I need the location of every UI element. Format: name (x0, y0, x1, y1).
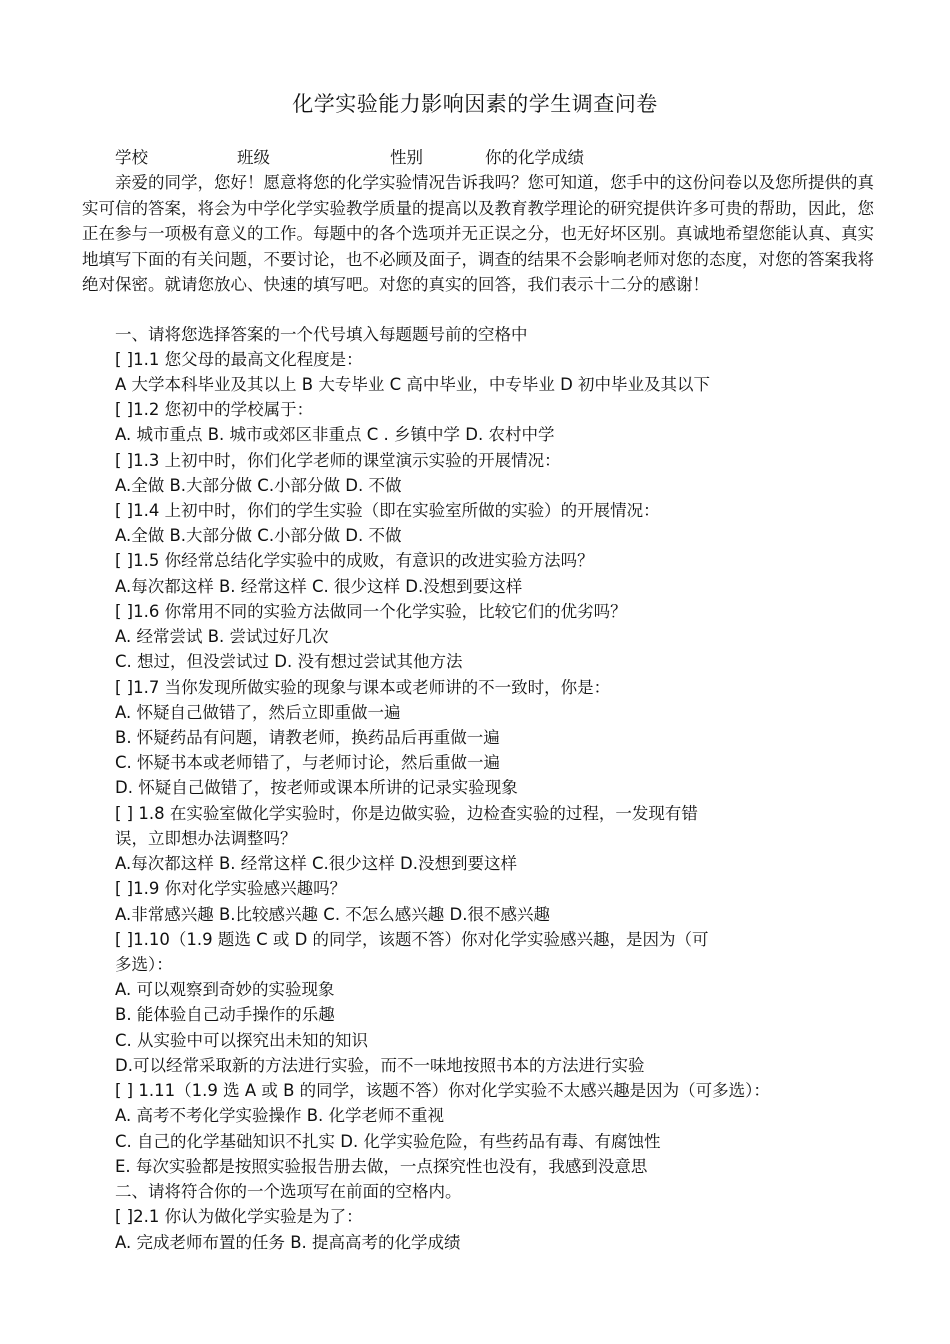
question-1-10-cont: 多选）： (115, 955, 173, 974)
question-1-8-cont: 误，立即想办法调整吗？ (115, 829, 297, 848)
option-1-7-a: A. 怀疑自己做错了，然后立即重做一遍 (115, 703, 401, 722)
section-2-heading: 二、请将符合你的一个选项写在前面的空格内。 (115, 1182, 462, 1201)
option-1-10-d: D.可以经常采取新的方法进行实验，而不一味地按照书本的方法进行实验 (115, 1056, 645, 1075)
options-2-1: A. 完成老师布置的任务 B. 提高高考的化学成绩 (115, 1233, 461, 1252)
option-1-10-b: B. 能体验自己动手操作的乐趣 (115, 1005, 335, 1024)
question-1-2: [ ]1.2 您初中的学校属于： (115, 400, 314, 419)
section-1-heading: 一、请将您选择答案的一个代号填入每题题号前的空格中 (115, 325, 528, 344)
chem-score-label: 你的化学成绩 (485, 148, 584, 167)
question-1-11: [ ] 1.11（1.9 选 A 或 B 的同学，该题不答）你对化学实验不太感兴趣是因为（可多选）： (115, 1081, 770, 1100)
option-1-7-b: B. 怀疑药品有问题，请教老师，换药品后再重做一遍 (115, 728, 500, 747)
question-1-8: [ ] 1.8 在实验室做化学实验时，你是边做实验，边检查实验的过程，一发现有错 (115, 804, 698, 823)
question-1-7: [ ]1.7 当你发现所做实验的现象与课本或老师讲的不一致时，你是： (115, 678, 611, 697)
question-1-6: [ ]1.6 你常用不同的实验方法做同一个化学实验，比较它们的优劣吗？ (115, 602, 627, 621)
option-1-10-a: A. 可以观察到奇妙的实验现象 (115, 980, 335, 999)
document-title: 化学实验能力影响因素的学生调查问卷 (292, 92, 658, 116)
option-1-7-d: D. 怀疑自己做错了，按老师或课本所讲的记录实验现象 (115, 778, 518, 797)
question-1-3: [ ]1.3 上初中时，你们化学老师的课堂演示实验的开展情况： (115, 451, 561, 470)
options-1-11-ab: A. 高考不考化学实验操作 B. 化学老师不重视 (115, 1106, 445, 1125)
school-label: 学校 (115, 148, 148, 167)
options-1-6-a: A. 经常尝试 B. 尝试过好几次 (115, 627, 329, 646)
option-1-10-c: C. 从实验中可以探究出未知的知识 (115, 1031, 369, 1050)
intro-paragraph: 亲爱的同学，您好！愿意将您的化学实验情况告诉我吗？您可知道，您手中的这份问卷以及您所提供的真实可信的答案，将会为中学化学实验教学质量的提高以及教育教学理论的研究提供许多可贵的帮助，因此，您正在参与一项极有意义的工作。每题中的各个选项并无正误之分，也无好坏区别。真诚地希望您能认真、真实地填写下面的有关问题，不要讨论，也不必顾及面子，调查的结果不会影响老师对您的态度，对您的答案我将绝对保密。就请您放心、快速的填写吧。对您的真实的回答，我们表示十二分的感谢！ (82, 173, 874, 295)
question-1-9: [ ]1.9 你对化学实验感兴趣吗？ (115, 879, 347, 898)
class-label: 班级 (237, 148, 270, 167)
student-info-row (0, 145, 950, 170)
question-1-5: [ ]1.5 你经常总结化学实验中的成败，有意识的改进实验方法吗？ (115, 551, 594, 570)
question-1-4: [ ]1.4 上初中时，你们的学生实验（即在实验室所做的实验）的开展情况： (115, 501, 660, 520)
options-1-1: A 大学本科毕业及其以上 B 大专毕业 C 高中毕业，中专毕业 D 初中毕业及其以下 (115, 375, 711, 394)
question-2-1: [ ]2.1 你认为做化学实验是为了： (115, 1207, 363, 1226)
options-1-9: A.非常感兴趣 B.比较感兴趣 C. 不怎么感兴趣 D.很不感兴趣 (115, 905, 551, 924)
options-1-2: A. 城市重点 B. 城市或郊区非重点 C . 乡镇中学 D. 农村中学 (115, 425, 555, 444)
options-1-3: A.全做 B.大部分做 C.小部分做 D. 不做 (115, 476, 402, 495)
gender-label: 性别 (390, 148, 423, 167)
option-1-7-c: C. 怀疑书本或老师错了，与老师讨论，然后重做一遍 (115, 753, 501, 772)
options-1-5: A.每次都这样 B. 经常这样 C. 很少这样 D.没想到要这样 (115, 577, 523, 596)
option-1-11-e: E. 每次实验都是按照实验报告册去做，一点探究性也没有，我感到没意思 (115, 1157, 648, 1176)
options-1-4: A.全做 B.大部分做 C.小部分做 D. 不做 (115, 526, 402, 545)
question-1-10: [ ]1.10（1.9 题选 C 或 D 的同学，该题不答）你对化学实验感兴趣，是因为（可 (115, 930, 709, 949)
options-1-6-b: C. 想过，但没尝试过 D. 没有想过尝试其他方法 (115, 652, 463, 671)
question-1-1: [ ]1.1 您父母的最高文化程度是： (115, 350, 363, 369)
options-1-11-cd: C. 自己的化学基础知识不扎实 D. 化学实验危险，有些药品有毒、有腐蚀性 (115, 1132, 661, 1151)
options-1-8: A.每次都这样 B. 经常这样 C.很少这样 D.没想到要这样 (115, 854, 518, 873)
